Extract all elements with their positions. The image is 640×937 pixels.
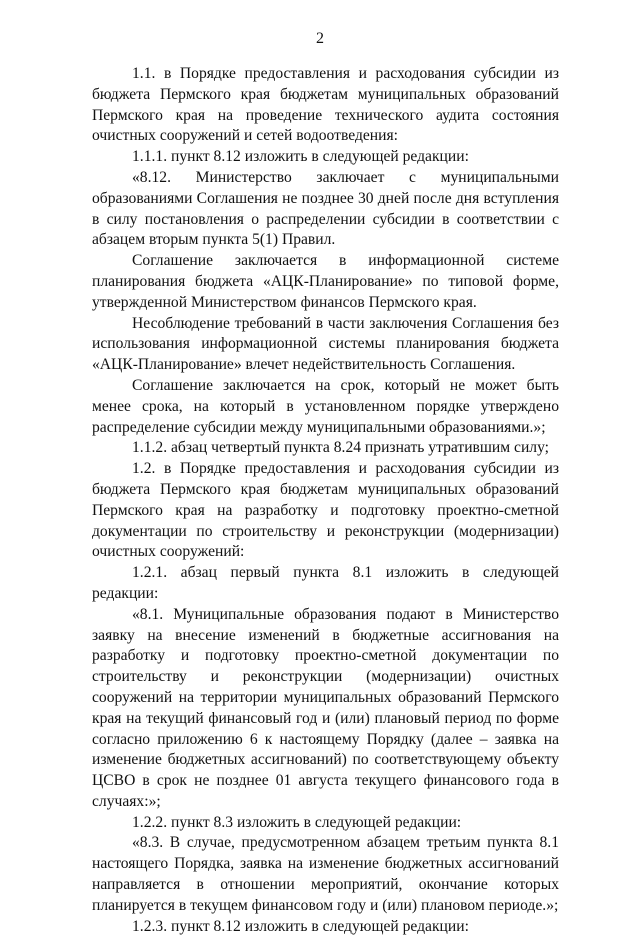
paragraph-1-2-2: 1.2.2. пункт 8.3 изложить в следующей редакции:: [132, 813, 462, 831]
paragraph-1-1: 1.1. в Порядке предоставления и расходования субсидии из бюджета Пермского края бюджетам муниципальных образований Пермского края на проведение технического аудита состояния очистных сооружений и сетей водоотведения:: [92, 65, 559, 145]
paragraph-agreement-term: Соглашение заключается на срок, который не может быть менее срока, на который в установленном порядке утверждено распределение субсидии между муниципальными образованиями.»;: [92, 376, 559, 436]
document-body: [92, 64, 559, 937]
paragraph-1-1-2: 1.1.2. абзац четвертый пункта 8.24 признать утратившим силу;: [132, 439, 549, 457]
paragraph-1-2-1: 1.2.1. абзац первый пункта 8.1 изложить в следующей редакции:: [92, 564, 559, 602]
page-number: 2: [316, 30, 324, 47]
paragraph-1-2: 1.2. в Порядке предоставления и расходования субсидии из бюджета Пермского края бюджетам муниципальных образований Пермского края на разработку и подготовку проектно-сметной документации по строительству и реконструкции (модернизации) очистных сооружений:: [92, 460, 559, 561]
paragraph-8-1-quote: «8.1. Муниципальные образования подают в Министерство заявку на внесение изменений в бюджетные ассигнования на разработку и подготовку проектно-сметной документации по строительству и реконструкции (модернизации) очистных сооружений на территории муниципальных образований Пермского края на текущий финансовый год и (или) плановый период по форме согласно приложению 6 к настоящему Порядку (далее – заявка на изменение бюджетных ассигнований) по соответствующему объекту ЦСВО в срок не позднее 01 августа текущего финансового года в случаях:»;: [92, 605, 559, 810]
paragraph-noncompliance: Несоблюдение требований в части заключения Соглашения без использования информационной системы планирования бюджета «АЦК-Планирование» влечет недействительность Соглашения.: [92, 314, 559, 374]
paragraph-8-12-quote: «8.12. Министерство заключает с муниципальными образованиями Соглашения не позднее 30 дней после дня вступления в силу постановления о распределении субсидии в соответствии с абзацем вторым пункта 5(1) Правил.: [92, 168, 559, 249]
paragraph-1-2-3: 1.2.3. пункт 8.12 изложить в следующей редакции:: [132, 917, 469, 935]
paragraph-8-3-quote: «8.3. В случае, предусмотренном абзацем третьим пункта 8.1 настоящего Порядка, заявка на изменение бюджетных ассигнований направляется в отношении мероприятий, окончание которых планируется в текущем финансовом году и (или) плановом периоде.»;: [92, 834, 559, 914]
paragraph-1-1-1: 1.1.1. пункт 8.12 изложить в следующей редакции:: [132, 148, 469, 166]
paragraph-agreement-system: Соглашение заключается в информационной системе планирования бюджета «АЦК-Планирование» по типовой форме, утвержденной Министерством финансов Пермского края.: [92, 252, 559, 311]
